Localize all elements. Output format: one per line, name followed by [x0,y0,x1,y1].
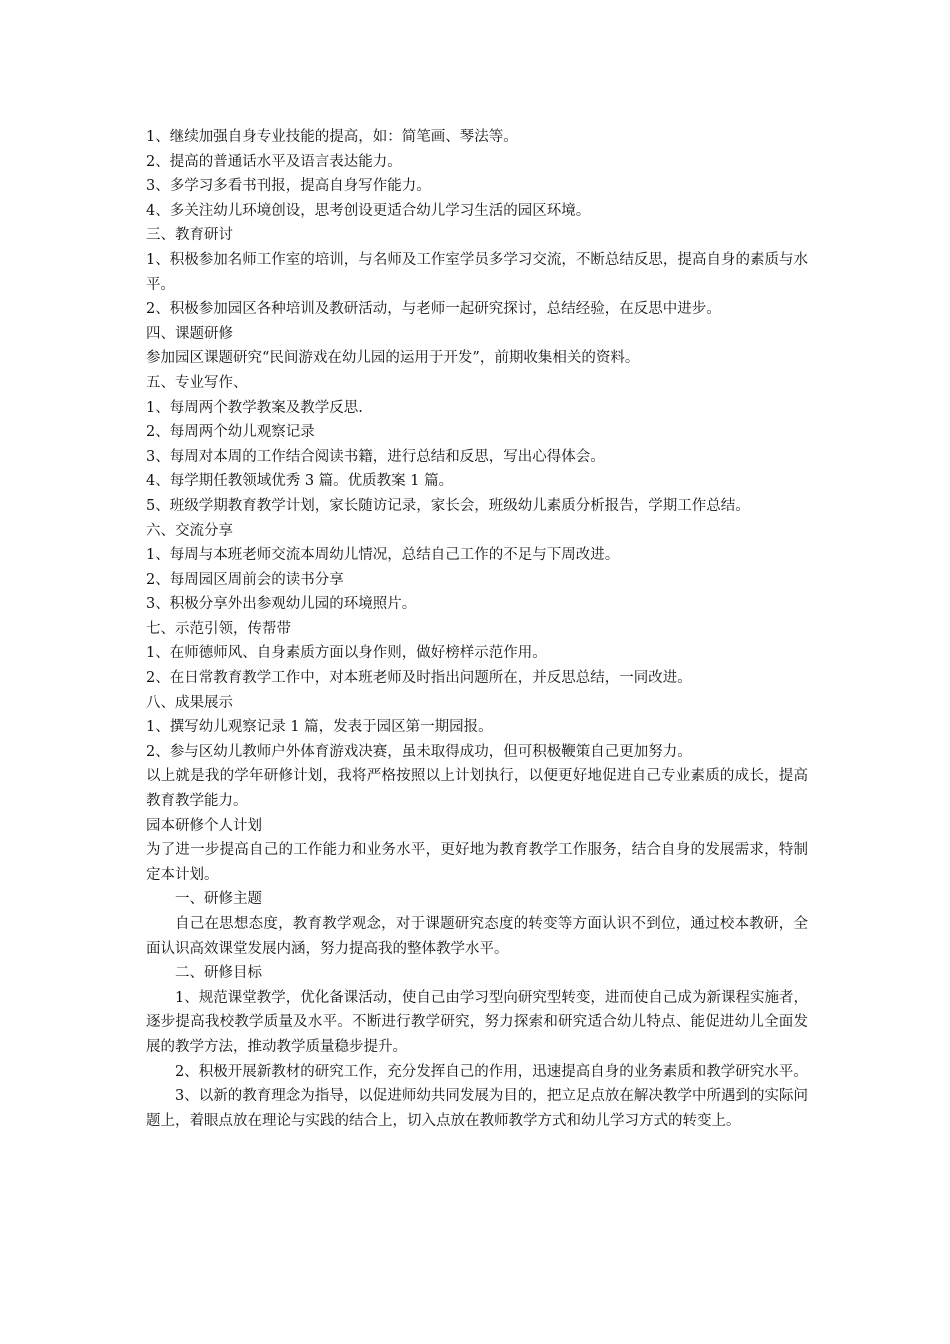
section-heading: 五、专业写作、 [146,374,248,391]
paragraph: 3、每周对本周的工作结合阅读书籍，进行总结和反思，写出心得体会。 [146,448,605,465]
section-heading: 七、示范引领，传帮带 [146,620,291,637]
paragraph: 5、班级学期教育教学计划，家长随访记录，家长会，班级幼儿素质分析报告，学期工作总结。 [146,497,750,514]
paragraph: 3、积极分享外出参观幼儿园的环境照片。 [146,596,417,613]
document-body [146,125,808,1133]
paragraph: 2、参与区幼儿教师户外体育游戏决赛，虽未取得成功，但可积极鞭策自己更加努力。 [146,743,692,760]
paragraph: 2、在日常教育教学工作中，对本班老师及时指出问题所在，并反思总结，一同改进。 [146,670,692,687]
paragraph: 4、多关注幼儿环境创设，思考创设更适合幼儿学习生活的园区环境。 [146,202,591,219]
section-heading: 六、交流分享 [146,522,233,539]
section-heading: 二、研修目标 [175,965,262,982]
paragraph: 以上就是我的学年研修计划，我将严格按照以上计划执行，以便更好地促进自己专业素质的成长，提高教育教学能力。 [146,768,808,810]
paragraph: 为了进一步提高自己的工作能力和业务水平，更好地为教育教学工作服务，结合自身的发展需求，特制定本计划。 [146,842,808,883]
paragraph: 1、每周两个教学教案及教学反思. [146,399,363,416]
paragraph: 3、多学习多看书刊报，提高自身写作能力。 [146,178,431,195]
section-heading: 四、课题研修 [146,325,233,342]
paragraph: 1、继续加强自身专业技能的提高，如：简笔画、琴法等。 [146,129,518,145]
paragraph: 2、积极参加园区各种培训及教研活动，与老师一起研究探讨，总结经验，在反思中进步。 [146,301,721,318]
paragraph: 2、提高的普通话水平及语言表达能力。 [146,153,402,170]
paragraph: 1、每周与本班老师交流本周幼儿情况，总结自己工作的不足与下周改进。 [146,547,620,564]
section-heading: 一、研修主题 [175,891,262,908]
paragraph: 2、积极开展新教材的研究工作，充分发挥自己的作用，迅速提高自身的业务素质和教学研究水平。 [175,1063,808,1080]
paragraph: 4、每学期任教领域优秀 3 篇。优质教案 1 篇。 [146,473,454,490]
paragraph: 2、每周园区周前会的读书分享 [146,571,344,588]
paragraph: 1、撰写幼儿观察记录 1 篇，发表于园区第一期园报。 [146,719,493,736]
paragraph: 1、积极参加名师工作室的培训，与名师及工作室学员多学习交流，不断总结反思，提高自身的素质与水平。 [146,251,808,293]
paragraph: 1、在师德师风、自身素质方面以身作则，做好榜样示范作用。 [146,645,547,662]
paragraph: 参加园区课题研究“民间游戏在幼儿园的运用于开发”，前期收集相关的资料。 [146,350,640,367]
paragraph: 2、每周两个幼儿观察记录 [146,424,315,441]
paragraph: 自己在思想态度，教育教学观念，对于课题研究态度的转变等方面认识不到位，通过校本教研，全面认识高效课堂发展内涵，努力提高我的整体教学水平。 [146,916,808,957]
section-heading: 三、教育研讨 [146,227,233,244]
paragraph: 1、规范课堂教学，优化备课活动，使自己由学习型向研究型转变，进而使自己成为新课程实施者，逐步提高我校教学质量及水平。不断进行教学研究，努力探索和研究适合幼儿特点、能促进幼儿全面发展的教学方法，推动教学质量稳步提升。 [146,989,808,1055]
section-heading: 八、成果展示 [146,694,233,711]
paragraph: 3、以新的教育理念为指导，以促进师幼共同发展为目的，把立足点放在解决教学中所遇到的实际问题上，着眼点放在理论与实践的结合上，切入点放在教师教学方式和幼儿学习方式的转变上。 [146,1088,808,1129]
document-title: 园本研修个人计划 [146,817,262,834]
